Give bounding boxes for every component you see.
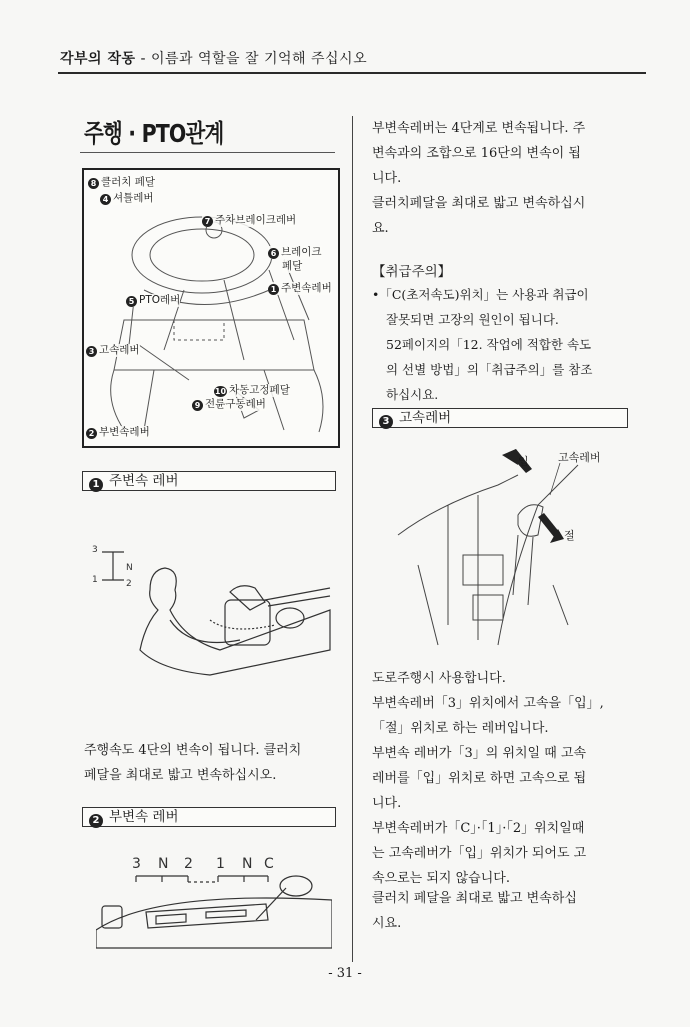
sub-shift-lever-drawing [96, 850, 332, 950]
section-title: 주행 · PTO관계 [84, 119, 224, 148]
sub-shift-intro [372, 116, 626, 241]
column-divider [352, 116, 353, 962]
main-shift-description [84, 738, 334, 788]
section-number-1: 1 [89, 478, 103, 492]
section-label-main-shift: 주변속 레버 [109, 473, 179, 489]
callout-7: 7 [202, 216, 213, 227]
caution-line: •「C(초저속도)위치」는 사용과 취급이 [372, 287, 589, 302]
caution-line: 잘못되면 고장의 원인이 됩니다. [386, 312, 559, 327]
text-line: 시요. [372, 916, 402, 931]
text-line: 클러치페달을 최대로 밟고 변속하십시 [372, 196, 586, 211]
title-underline [80, 152, 335, 153]
gear-label-1: 1 [92, 575, 98, 585]
sub-gear-label: 3 [132, 856, 141, 872]
closing-instruction [372, 886, 626, 936]
callout-2: 2 [86, 428, 97, 439]
main-shift-lever-drawing [90, 540, 336, 680]
caution-heading: 【취급주의】 [372, 264, 452, 280]
header-title-rest: - 이름과 역할을 잘 기억해 주십시오 [135, 51, 368, 67]
label-parking-brake-lever: 7 주차브레이크레버 [202, 214, 296, 227]
sub-gear-label: N [158, 856, 169, 872]
label-front-wheel-drive-lever: 9 전륜구동레버 [192, 398, 266, 411]
callout-10: 10 [214, 387, 227, 396]
caution-note [372, 282, 628, 407]
label-brake: 6 브레이크 [268, 246, 322, 259]
sub-shift-lever-figure [96, 850, 332, 950]
text-line: 부변속레버가「C」·「1」·「2」위치일때 [372, 821, 585, 836]
section-label-sub-shift: 부변속 레버 [109, 809, 179, 825]
text-line: 도로주행시 사용합니다. [372, 671, 506, 686]
header-rule [58, 72, 646, 74]
gear-label-2: 2 [126, 579, 132, 589]
main-shift-lever-figure [90, 540, 336, 680]
section-heading-sub-shift [82, 807, 336, 827]
section-number-3: 3 [379, 415, 393, 429]
label-high-speed-lever: 3 고속레버 [86, 344, 140, 357]
label-brake-pedal: 페달 [282, 260, 303, 272]
sub-gear-label: C [264, 856, 274, 872]
text-line: 변속과의 조합으로 16단의 변속이 됩 [372, 146, 581, 161]
text-line: 는 고속레버가「입」위치가 되어도 고 [372, 846, 587, 861]
callout-6: 6 [268, 248, 279, 259]
high-speed-lever-drawing [378, 445, 628, 650]
gear-label-N: N [126, 563, 133, 573]
text-line: 니다. [372, 171, 402, 186]
callout-8: 8 [88, 178, 99, 189]
sub-gear-label: 2 [184, 856, 193, 872]
callout-9: 9 [192, 400, 203, 411]
label-sub-shift-lever: 2 부변속레버 [86, 426, 150, 439]
caution-line: 52페이지의「12. 작업에 적합한 속도 [386, 337, 592, 352]
label-diff-lock-pedal: 10 차동고정페달 [214, 384, 290, 396]
sub-gear-label: 1 [216, 856, 225, 872]
page-number: - 31 - [328, 966, 362, 981]
text-line: 클러치 페달을 최대로 밟고 변속하십 [372, 891, 577, 906]
text-line: 부변속레버「3」위치에서 고속을「입」, [372, 696, 604, 711]
label-pto-lever: 5 PTO레버 [126, 294, 180, 307]
sub-gear-label: N [242, 856, 253, 872]
tractor-controls-illustration [82, 168, 340, 448]
callout-1: 1 [268, 284, 279, 295]
text-line: 부변속레버는 4단계로 변속됩니다. 주 [372, 121, 586, 136]
label-main-shift-lever: 1 주변속레버 [268, 282, 332, 295]
label-shuttle-lever: 4 셔틀레버 [100, 192, 154, 205]
fig-label-down: 절 [564, 529, 575, 542]
section-number-2: 2 [89, 814, 103, 828]
text-line: 니다. [372, 796, 402, 811]
callout-4: 4 [100, 194, 111, 205]
text-line: 「절」위치로 하는 레버입니다. [372, 721, 549, 736]
label-clutch-pedal: 8 클러치 페달 [88, 176, 155, 189]
section-label-high-speed: 고속레버 [399, 410, 452, 426]
text-line: 주행속도 4단의 변속이 됩니다. 클러치 [84, 743, 302, 758]
text-line: 요. [372, 221, 389, 236]
section-heading-main-shift [82, 471, 336, 491]
text-line: 속으로는 되지 않습니다. [372, 871, 510, 886]
callout-3: 3 [86, 346, 97, 357]
text-line: 부변속 레버가「3」의 위치일 때 고속 [372, 746, 587, 761]
page-header [60, 48, 367, 68]
high-speed-lever-figure [378, 445, 628, 650]
high-speed-description [372, 666, 626, 891]
section-heading-high-speed [372, 408, 628, 428]
text-line: 페달을 최대로 밟고 변속하십시오. [84, 768, 277, 783]
callout-5: 5 [126, 296, 137, 307]
text-line: 레버를「입」위치로 하면 고속으로 됩 [372, 771, 587, 786]
caution-line: 하십시요. [386, 387, 439, 402]
fig-label-up: 입 [518, 455, 529, 468]
caution-line: 의 선별 방법」의「취급주의」를 참조 [386, 362, 593, 377]
fig-label-high-speed-lever: 고속레버 [558, 451, 601, 464]
gear-label-3: 3 [92, 545, 98, 555]
header-title-bold: 각부의 작동 [60, 51, 136, 67]
